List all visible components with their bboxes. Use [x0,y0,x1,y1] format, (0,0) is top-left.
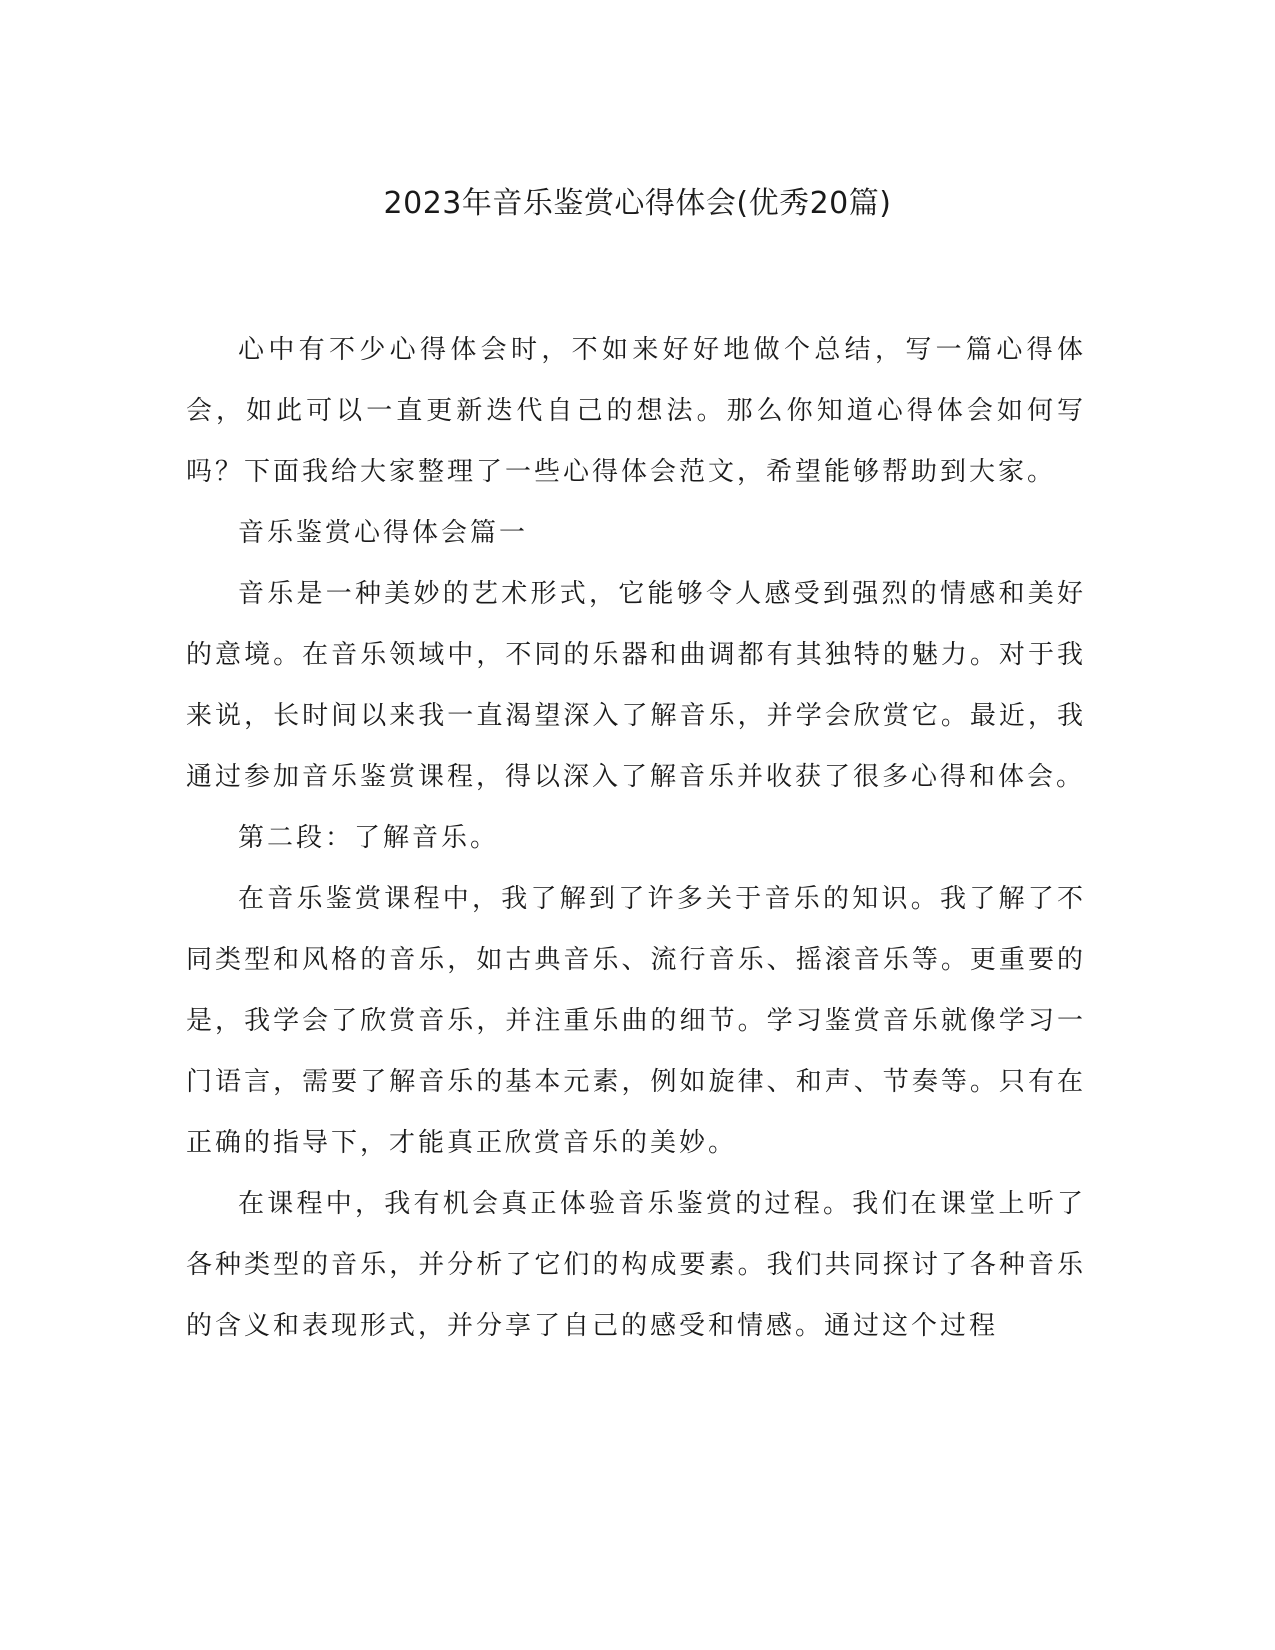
body-paragraph: 在音乐鉴赏课程中，我了解到了许多关于音乐的知识。我了解了不同类型和风格的音乐，如古典音乐、流行音乐、摇滚音乐等。更重要的是，我学会了欣赏音乐，并注重乐曲的细节。学习鉴赏音乐就像学习一门语言，需要了解音乐的基本元素，例如旋律、和声、节奏等。只有在正确的指导下，才能真正欣赏音乐的美妙。 [186,884,1086,1158]
document-title: 2023年音乐鉴赏心得体会(优秀20篇) [383,186,892,221]
section-heading-part-one: 音乐鉴赏心得体会篇一 [238,518,529,548]
intro-paragraph: 心中有不少心得体会时，不如来好好地做个总结，写一篇心得体会，如此可以一直更新迭代自己的想法。那么你知道心得体会如何写吗？下面我给大家整理了一些心得体会范文，希望能够帮助到大家。 [186,335,1086,487]
body-paragraph: 音乐是一种美妙的艺术形式，它能够令人感受到强烈的情感和美好的意境。在音乐领域中，不同的乐器和曲调都有其独特的魅力。对于我来说，长时间以来我一直渴望深入了解音乐，并学会欣赏它。最近，我通过参加音乐鉴赏课程，得以深入了解音乐并收获了很多心得和体会。 [186,579,1086,792]
body-paragraph: 在课程中，我有机会真正体验音乐鉴赏的过程。我们在课堂上听了各种类型的音乐，并分析了它们的构成要素。我们共同探讨了各种音乐的含义和表现形式，并分享了自己的感受和情感。通过这个过程 [186,1189,1086,1341]
document-body [186,320,1086,1357]
section-heading-second: 第二段：了解音乐。 [238,823,500,853]
